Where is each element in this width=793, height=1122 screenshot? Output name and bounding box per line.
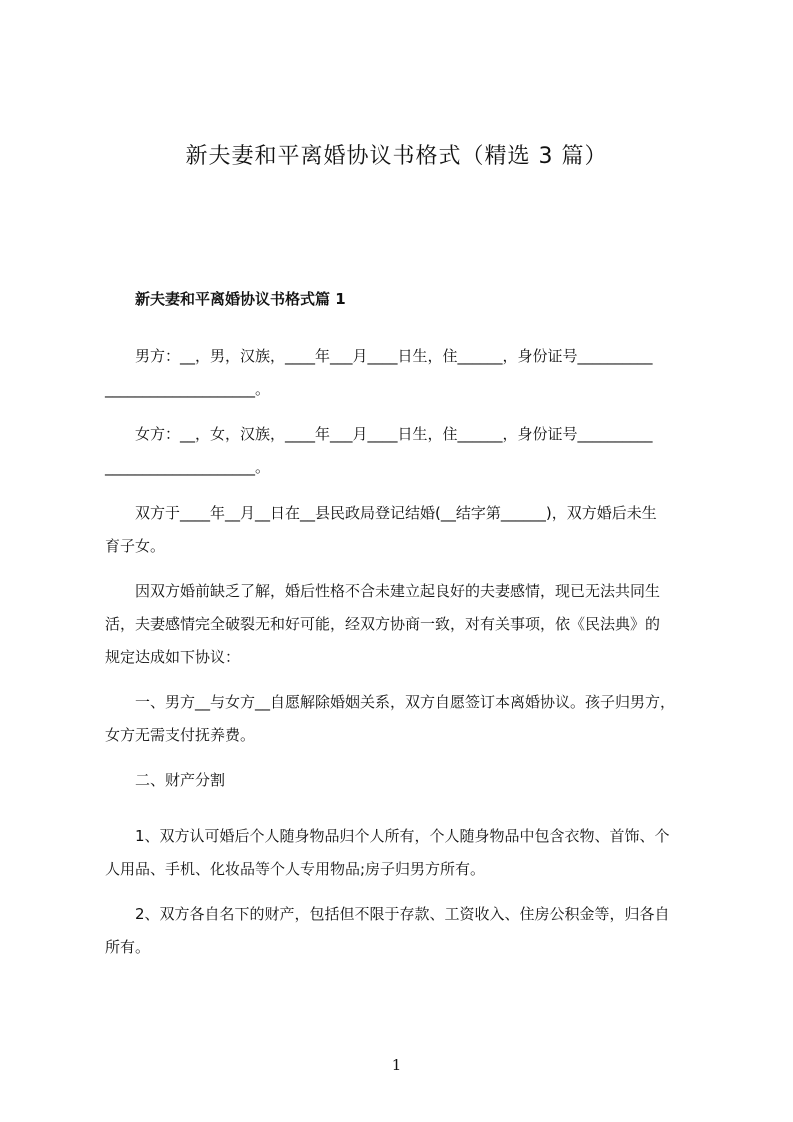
page-number: 1 xyxy=(391,1056,402,1074)
paragraph-line: 规定达成如下协议： xyxy=(105,648,241,666)
paragraph-property-item-two xyxy=(105,898,703,964)
document-title: 新夫妻和平离婚协议书格式（精选 3 篇） xyxy=(185,144,608,169)
paragraph-divorce-reason xyxy=(105,575,703,674)
paragraph-line: 一、男方__与女方__自愿解除婚姻关系，双方自愿签订本离婚协议。孩子归男方， xyxy=(135,693,676,711)
paragraph-clause-one xyxy=(105,686,703,752)
paragraph-line: 男方：__，男，汉族，____年___月____日生，住______，身份证号__________ xyxy=(135,347,653,365)
paragraph-line: ____________________。 xyxy=(105,458,271,476)
paragraph-line: 女方：__，女，汉族，____年___月____日生，住______，身份证号__________ xyxy=(135,425,653,443)
paragraph-line: 2、双方各自名下的财产，包括但不限于存款、工资收入、住房公积金等，归各自 xyxy=(135,905,670,923)
paragraph-wife-info xyxy=(105,418,703,484)
paragraph-line: 因双方婚前缺乏了解，婚后性格不合未建立起良好的夫妻感情，现已无法共同生 xyxy=(135,582,661,600)
paragraph-line: 活，夫妻感情完全破裂无和好可能，经双方协商一致，对有关事项，依《民法典》的 xyxy=(105,615,661,633)
paragraph-clause-two-heading xyxy=(105,764,703,797)
paragraph-line: 育子女。 xyxy=(105,537,166,555)
paragraph-property-item-one xyxy=(105,820,703,886)
paragraph-husband-info xyxy=(105,340,703,406)
paragraph-line: 人用品、手机、化妆品等个人专用物品;房子归男方所有。 xyxy=(105,860,486,878)
paragraph-line: 所有。 xyxy=(105,938,151,956)
paragraph-line: ____________________。 xyxy=(105,380,271,398)
paragraph-marriage-registration xyxy=(105,497,703,563)
paragraph-line: 女方无需支付抚养费。 xyxy=(105,726,256,744)
paragraph-line: 双方于____年__月__日在__县民政局登记结婚(__结字第______)，双方婚后未生 xyxy=(135,504,657,522)
section-heading: 新夫妻和平离婚协议书格式篇 1 xyxy=(135,290,346,308)
paragraph-line: 二、财产分割 xyxy=(135,771,226,789)
paragraph-line: 1、双方认可婚后个人随身物品归个人所有，个人随身物品中包含衣物、首饰、个 xyxy=(135,827,670,845)
